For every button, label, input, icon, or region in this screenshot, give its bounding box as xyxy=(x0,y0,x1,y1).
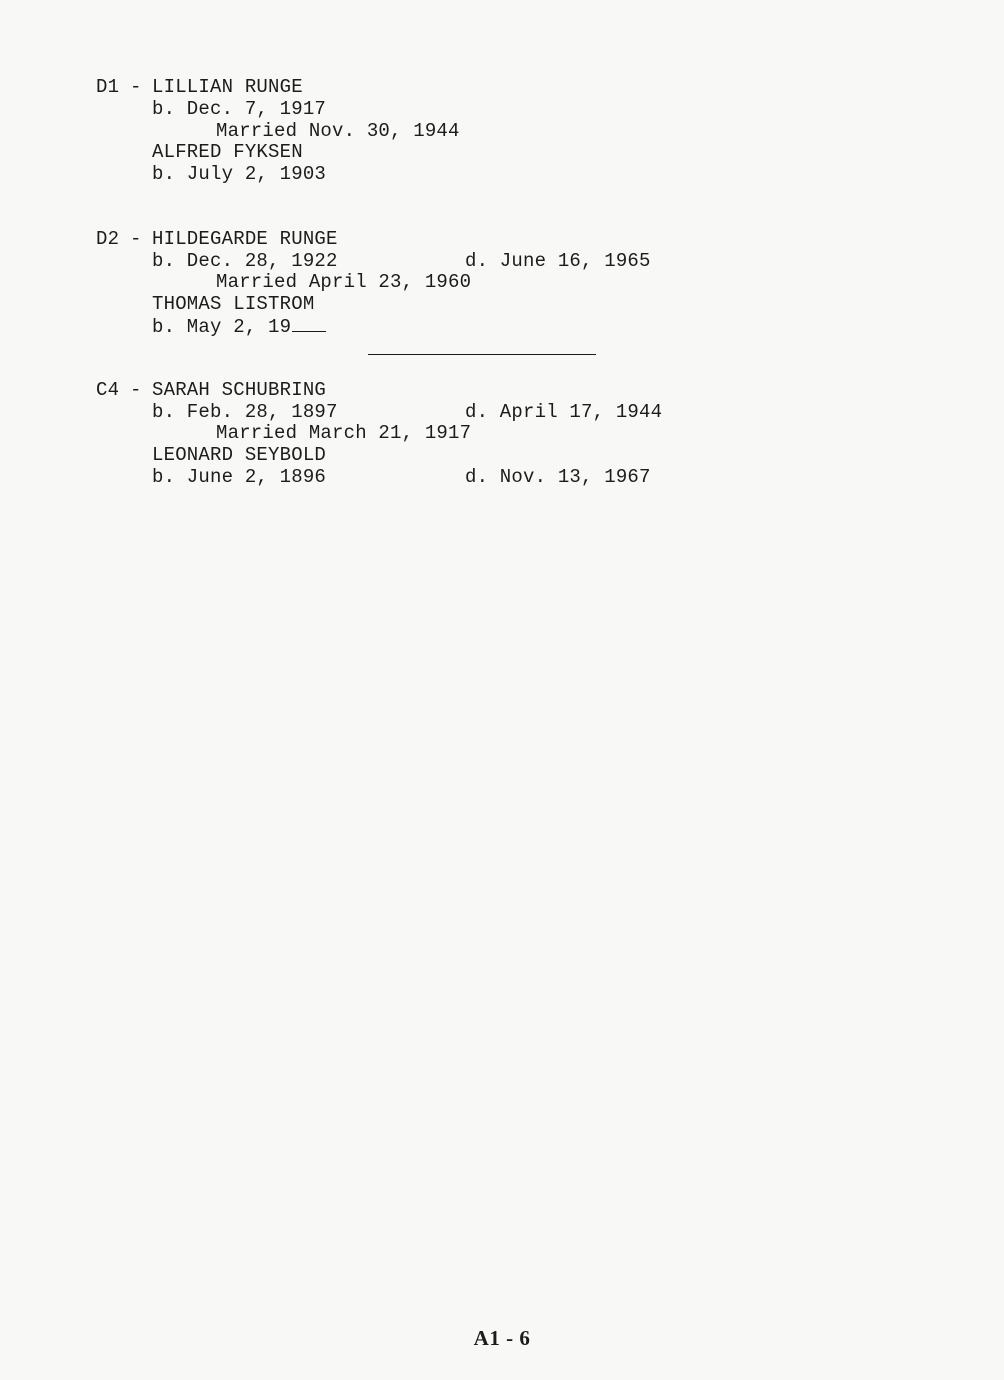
spouse-name: ALFRED FYKSEN xyxy=(152,141,303,163)
person-name: SARAH SCHUBRING xyxy=(152,379,327,401)
spouse-birth-date: b. July 2, 1903 xyxy=(152,163,327,185)
entry-dash: - xyxy=(130,228,142,250)
spouse-death-date: d. Nov. 13, 1967 xyxy=(465,466,651,488)
birth-date: b. Dec. 28, 1922 xyxy=(152,250,338,272)
section-divider xyxy=(368,354,596,355)
entry-code: D1 xyxy=(96,76,120,98)
spouse-name: THOMAS LISTROM xyxy=(152,293,315,315)
marriage-date: Married March 21, 1917 xyxy=(216,422,472,444)
entry-dash: - xyxy=(130,76,142,98)
person-name: HILDEGARDE RUNGE xyxy=(152,228,338,250)
spouse-birth-date: b. June 2, 1896 xyxy=(152,466,327,488)
marriage-date: Married April 23, 1960 xyxy=(216,271,472,293)
page-number: A1 - 6 xyxy=(473,1326,531,1350)
entry-dash: - xyxy=(130,379,142,401)
entry-code: D2 xyxy=(96,228,120,250)
death-date: d. June 16, 1965 xyxy=(465,250,651,272)
blank-year-underline xyxy=(292,315,326,332)
person-name: LILLIAN RUNGE xyxy=(152,76,303,98)
spouse-birth-date: b. May 2, 19 xyxy=(152,316,292,338)
entry-code: C4 xyxy=(96,379,120,401)
birth-date: b. Dec. 7, 1917 xyxy=(152,98,327,120)
spouse-birth-date-line xyxy=(152,315,326,338)
birth-date: b. Feb. 28, 1897 xyxy=(152,401,338,423)
death-date: d. April 17, 1944 xyxy=(465,401,663,423)
marriage-date: Married Nov. 30, 1944 xyxy=(216,120,460,142)
spouse-name: LEONARD SEYBOLD xyxy=(152,444,327,466)
